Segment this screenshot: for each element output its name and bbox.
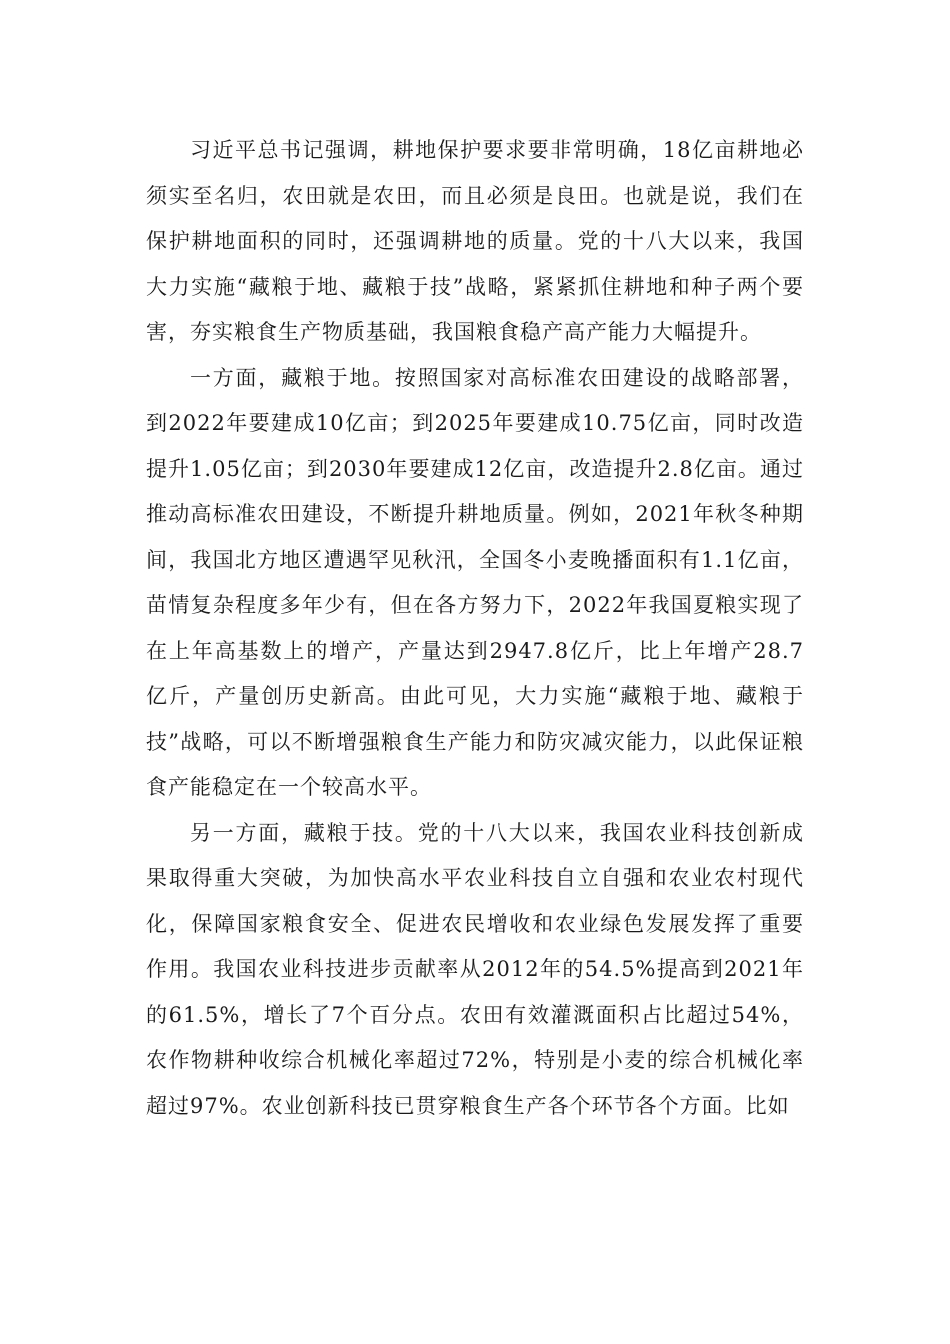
paragraph-technology: 另一方面，藏粮于技。党的十八大以来，我国农业科技创新成果取得重大突破，为加快高水平农业科技自立自强和农业农村现代化，保障国家粮食安全、促进农民增收和农业绿色发展发挥了重要作用。我国农业科技进步贡献率从2012年的54.5%提高到2021年的61.5%，增长了7个百分点。农田有效灌溉面积占比超过54%，农作物耕种收综合机械化率超过72%，特别是小麦的综合机械化率超过97%。农业创新科技已贯穿粮食生产各个环节各个方面。比如 (146, 820, 804, 1118)
paragraph-land: 一方面，藏粮于地。按照国家对高标准农田建设的战略部署，到2022年要建成10亿亩；到2025年要建成10.75亿亩，同时改造提升1.05亿亩；到2030年要建成12亿亩，改造提升2.8亿亩。通过推动高标准农田建设，不断提升耕地质量。例如，2021年秋冬种期间，我国北方地区遭遇罕见秋汛，全国冬小麦晚播面积有1.1亿亩，苗情复杂程度多年少有，但在各方努力下，2022年我国夏粮实现了在上年高基数上的增产，产量达到2947.8亿斤，比上年增产28.7亿斤，产量创历史新高。由此可见，大力实施“藏粮于地、藏粮于技”战略，可以不断增强粮食生产能力和防灾减灾能力，以此保证粮食产能稳定在一个较高水平。 (146, 365, 804, 799)
paragraph-intro: 习近平总书记强调，耕地保护要求要非常明确，18亿亩耕地必须实至名归，农田就是农田，而且必须是良田。也就是说，我们在保护耕地面积的同时，还强调耕地的质量。党的十八大以来，我国大力实施“藏粮于地、藏粮于技”战略，紧紧抓住耕地和种子两个要害，夯实粮食生产物质基础，我国粮食稳产高产能力大幅提升。 (146, 138, 804, 344)
document-body (146, 128, 804, 1129)
